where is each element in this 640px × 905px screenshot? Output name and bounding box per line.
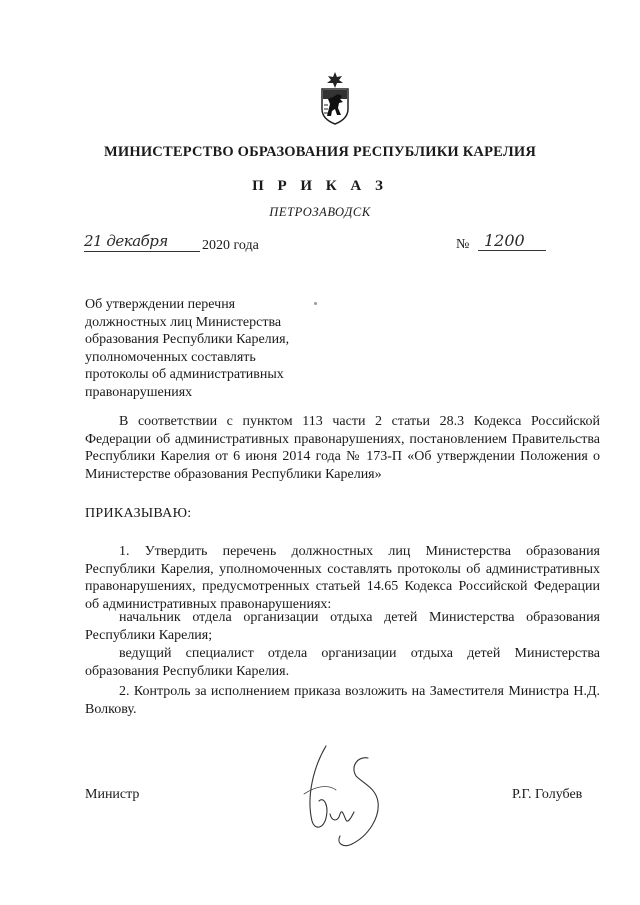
- position-2-paragraph: ведущий специалист отдела организации отдыха детей Министерства образования Республики Карелия.: [85, 646, 600, 679]
- ministry-title: МИНИСТЕРСТВО ОБРАЗОВАНИЯ РЕСПУБЛИКИ КАРЕЛИЯ: [103, 144, 536, 160]
- subject-line: образования Республики Карелия,: [85, 332, 290, 347]
- order-subject: [85, 296, 315, 401]
- decree-word: ПРИКАЗЫВАЮ:: [85, 506, 192, 521]
- handwritten-number: 1200: [478, 231, 546, 251]
- order-date: [84, 234, 284, 258]
- subject-line: правонарушениях: [85, 384, 193, 400]
- order-title: П Р И К А З: [252, 178, 388, 194]
- order-number: [456, 231, 546, 261]
- coat-of-arms-emblem: [316, 71, 354, 125]
- handwritten-signature: [284, 726, 394, 850]
- position-1-paragraph: начальник отдела организации отдыха детей Министерства образования Республики Карелия;: [85, 610, 600, 643]
- number-sign: №: [456, 237, 470, 252]
- city-name: ПЕТРОЗАВОДСК: [269, 205, 371, 219]
- handwritten-date: 21 декабря: [84, 232, 200, 252]
- preamble-paragraph: В соответствии с пунктом 113 части 2 статьи 28.3 Кодекса Российской Федерации об административных правонарушениях, постановлением Правительства Республики Карелия от 6 июня 2014 года № 173-П «Об утверждении Положения о Министерстве образования Республики Карелия»: [85, 414, 600, 482]
- item-1-paragraph: 1. Утвердить перечень должностных лиц Министерства образования Республики Карелия, уполномоченных составлять протоколы об административных правонарушениях, предусмотренных статьей 14.65 Кодекса Российской Федерации об административных правонарушениях:: [85, 544, 600, 612]
- subject-line: протоколы об административных: [85, 367, 284, 382]
- subject-line: уполномоченных составлять: [85, 349, 256, 365]
- subject-line: Об утверждении перечня: [85, 297, 236, 312]
- signatory-name: Р.Г. Голубев: [512, 787, 583, 802]
- date-year: 2020 года: [202, 238, 259, 253]
- subject-line: должностных лиц Министерства: [85, 314, 282, 330]
- item-2-paragraph: 2. Контроль за исполнением приказа возложить на Заместителя Министра Н.Д. Волкову.: [85, 684, 600, 717]
- signatory-title: Министр: [85, 787, 140, 802]
